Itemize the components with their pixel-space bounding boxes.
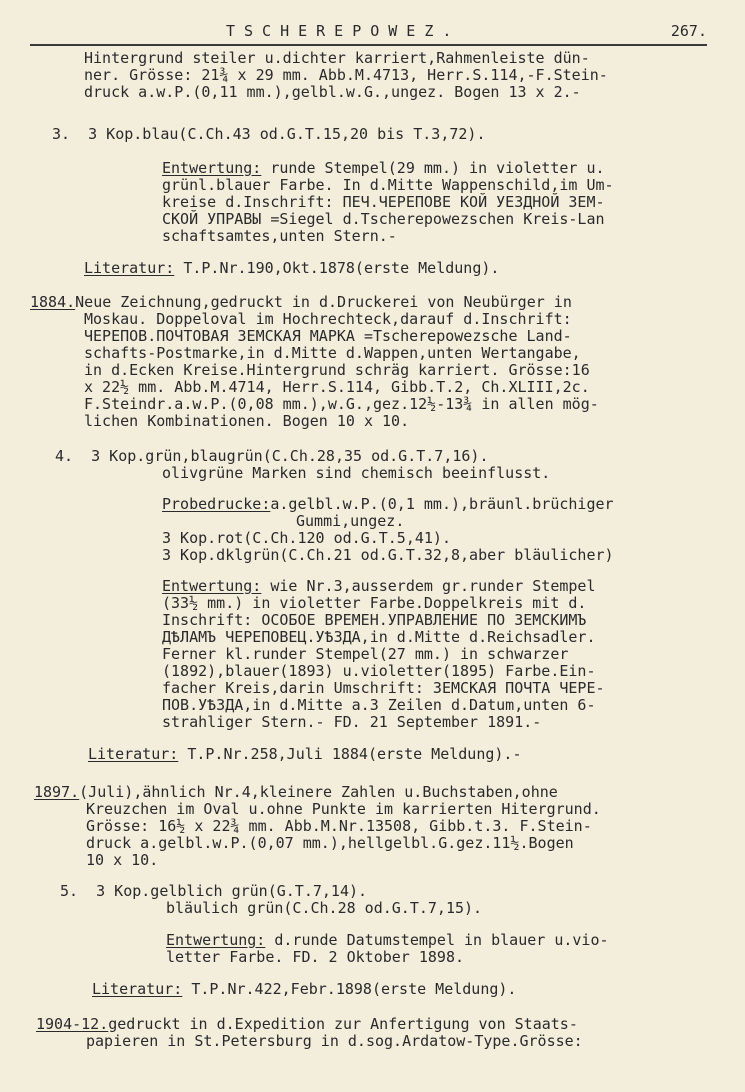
entwertung-label: Entwertung: (162, 577, 262, 595)
text-line: 1884.Neue Zeichnung,gedruckt in d.Druckerei von Neubürger in (30, 293, 572, 311)
text-line: letter Farbe. FD. 2 Oktober 1898. (166, 948, 465, 966)
running-title: TSCHEREPOWEZ. (226, 22, 461, 40)
text-line: strahliger Stern.- FD. 21 September 1891.- (162, 713, 542, 731)
text-line: 3 Kop.rot(C.Ch.120 od.G.T.5,41). (162, 529, 451, 547)
text-line: Entwertung: wie Nr.3,ausserdem gr.runder Stempel (162, 577, 596, 595)
text-line: СКОЙ УПРАВЫ =Siegel d.Tscherepowezschen Kreis-Lan (162, 210, 605, 228)
text-line: papieren in St.Petersburg in d.sog.Ardatow-Type.Grösse: (86, 1032, 583, 1050)
text-line: ПОВ.УѢЗДА,in d.Mitte a.3 Zeilen d.Datum,unten 6- (162, 696, 596, 714)
text-line: facher Kreis,darin Umschrift: ЗЕМСКАЯ ПОЧТА ЧЕРЕ- (162, 679, 605, 697)
text-line: olivgrüne Marken sind chemisch beeinflusst. (162, 464, 551, 482)
text-line: lichen Kombinationen. Bogen 10 x 10. (84, 412, 410, 430)
page-number: 267. (670, 22, 707, 40)
text-line: 3 Kop.dklgrün(C.Ch.21 od.G.T.32,8,aber bläulicher) (162, 546, 614, 564)
text-line: Probedrucke:a.gelbl.w.P.(0,1 mm.),bräunl.brüchiger (162, 495, 614, 513)
text-line: 10 x 10. (86, 851, 159, 869)
text-line: Literatur: T.P.Nr.258,Juli 1884(erste Meldung).- (88, 745, 522, 763)
text-line: Inschrift: ОСОБОЕ ВРЕМЕН.УПРАВЛЕНИЕ ПО ЗЕМСКИМЪ (162, 611, 587, 629)
literatur-label: Literatur: (92, 980, 183, 998)
entry-heading: 5. 3 Kop.gelblich grün(G.T.7,14). (60, 882, 368, 900)
text-line: 1904-12.gedruckt in d.Expedition zur Anfertigung von Staats- (36, 1015, 578, 1033)
text-line: Entwertung: d.runde Datumstempel in blauer u.vio- (166, 931, 609, 949)
text-line: schaftsamtes,unten Stern.- (162, 227, 397, 245)
text-line: Moskau. Doppeloval im Hochrechteck,darauf d.Inschrift: (84, 310, 572, 328)
probedrucke-label: Probedrucke: (162, 495, 271, 513)
year-label: 1884. (30, 293, 76, 311)
text-line: druck a.gelbl.w.P.(0,07 mm.),hellgelbl.G.gez.11½.Bogen (86, 834, 574, 852)
text-line: Hintergrund steiler u.dichter karriert,Rahmenleiste dün- (84, 49, 590, 67)
year-label: 1904-12. (36, 1015, 109, 1033)
text-line: (1892),blauer(1893) u.violetter(1895) Farbe.Ein- (162, 662, 596, 680)
text-line: 1897.(Juli),ähnlich Nr.4,kleinere Zahlen u.Buchstaben,ohne (34, 783, 558, 801)
entry-heading: 3. 3 Kop.blau(C.Ch.43 od.G.T.15,20 bis T.3,72). (52, 125, 486, 143)
entwertung-label: Entwertung: (166, 931, 266, 949)
text-line: ЧЕРЕПОВ.ПОЧТОВАЯ ЗЕМСКАЯ МАРКА =Tscherepowezsche Land- (84, 327, 572, 345)
text-line: in d.Ecken Kreise.Hintergrund schräg karriert. Grösse:16 (84, 361, 590, 379)
text-line: F.Steindr.a.w.P.(0,08 mm.),w.G.,gez.12½-13¾ in allen mög- (84, 395, 599, 413)
page-header (30, 22, 707, 46)
entry-heading: 4. 3 Kop.grün,blaugrün(C.Ch.28,35 od.G.T.7,16). (55, 447, 489, 465)
text-line: Ferner kl.runder Stempel(27 mm.) in schwarzer (162, 645, 569, 663)
text-line: Kreuzchen im Oval u.ohne Punkte im karrierten Hitergrund. (86, 800, 601, 818)
literatur-label: Literatur: (84, 259, 175, 277)
text-line: grünl.blauer Farbe. In d.Mitte Wappenschild,im Um- (162, 176, 614, 194)
text-line: Grösse: 16½ x 22¾ mm. Abb.M.Nr.13508, Gibb.t.3. F.Stein- (86, 817, 592, 835)
text-line: ДѢЛАМЪ ЧЕРЕПОВЕЦ.УѢЗДА,in d.Mitte d.Reichsadler. (162, 628, 596, 646)
text-line: kreise d.Inschrift: ПЕЧ.ЧЕРЕПОВЕ КОЙ УЕЗДНОЙ ЗЕМ- (162, 193, 605, 211)
literatur-label: Literatur: (88, 745, 179, 763)
text-line: Entwertung: runde Stempel(29 mm.) in violetter u. (162, 159, 605, 177)
year-label: 1897. (34, 783, 80, 801)
text-line: (33½ mm.) in violetter Farbe.Doppelkreis mit d. (162, 594, 587, 612)
text-line: Literatur: T.P.Nr.422,Febr.1898(erste Meldung). (92, 980, 517, 998)
text-line: druck a.w.P.(0,11 mm.),gelbl.w.G.,ungez. Bogen 13 x 2.- (84, 83, 581, 101)
text-line: ner. Grösse: 21¾ x 29 mm. Abb.M.4713, Herr.S.114,-F.Stein- (84, 66, 608, 84)
text-line: bläulich grün(C.Ch.28 od.G.T.7,15). (166, 899, 483, 917)
text-line: Literatur: T.P.Nr.190,Okt.1878(erste Meldung). (84, 259, 500, 277)
text-line: schafts-Postmarke,in d.Mitte d.Wappen,unten Wertangabe, (84, 344, 581, 362)
text-line: x 22½ mm. Abb.M.4714, Herr.S.114, Gibb.T.2, Ch.XLIII,2c. (84, 378, 590, 396)
entwertung-label: Entwertung: (162, 159, 262, 177)
text-line: Gummi,ungez. (296, 512, 405, 530)
